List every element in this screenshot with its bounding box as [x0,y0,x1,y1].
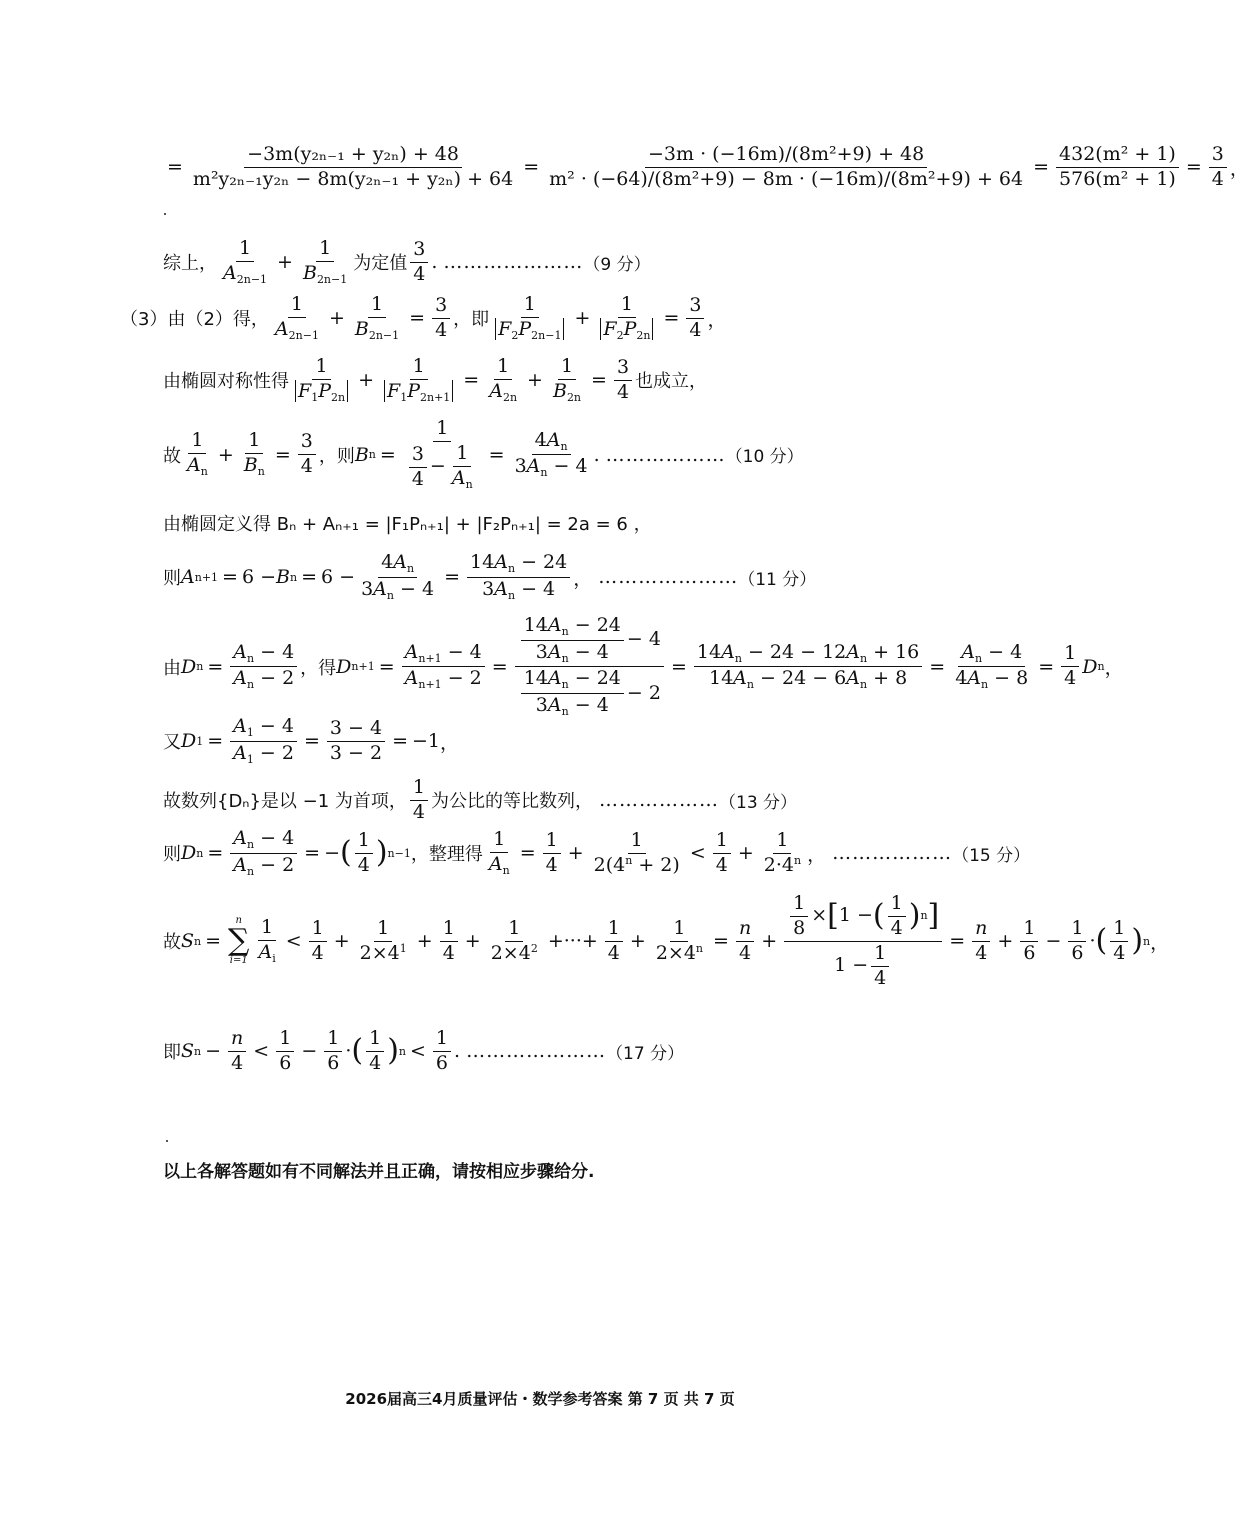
equation-line-1: = $\frac{\text{−3m(y₂ₙ₋₁ + y₂ₙ) + 48}}{\text{m²y₂ₙ₋₁y₂ₙ − 8m(y₂ₙ₋₁ + y₂ₙ) + 64}}$ = $\frac{\text{−3m · (−16m)/(8m²+9) + 48}}{\text{m² · (−64)/(8m²+9) − 8m · (−16m)/(8m²+9) + 64}}$ = $\frac{\text{432(m² + 1)}}{\text{576(m² + 1)}}$ = $\frac{3}{4}$ ， [167,143,1249,190]
equation-line-3: （3）由（2）得， $\frac{1}{A_{2n-1}}$ + $\frac{1}{B_{2n-1}}$ = $\frac{3}{4}$ ， 即 $\frac{1}{F_2P_{2n-1}}$ + $\frac{1}{F_2P_{2n}}$ = $\frac{3}{4}$ ， [120,293,727,342]
equation-line-4: 由椭圆对称性得 $\frac{1}{F_1P_{2n}}$ + $\frac{1}{F_1P_{2n+1}}$ = $\frac{1}{A_{2n}}$ + $\frac{1}{B_{2n}}$ = $\frac{3}{4}$ 也成立， [163,355,708,404]
equation-line-7: 则 A n+1 = 6 − B n = 6 − $\frac{4A_n}{3A_n - 4}$ = $\frac{14A_n - 24}{3A_n - 4}$ ， ………………… （11 分） [163,551,817,602]
score-mark: （11 分） [738,569,817,590]
equation-line-11: 则 D n = $\frac{A_n - 4}{A_n - 2}$ = − ( $\frac{1}{4}$ ) n−1 ，整理得 $\frac{1}{A_n}$ = $\frac{1}{4}$ + $\frac{1}{2(4^n + 2)}$ < $\frac{1}{4}$ + $\frac{1}{2\cdot 4^n}$ ， ……………… （15 分） [163,827,1031,878]
page-footer: 2026届高三4月质量评估・数学参考答案 第 7 页 共 7 页 [345,1390,735,1408]
equation-line-8: 由 D n = $\frac{A_n - 4}{A_n - 2}$ ，得 D n+1 = $\frac{A_{n+1} - 4}{A_{n+1} - 2}$ = $\frac{14A_n - 24}{3A_n - 4}$ − 4 $\frac{14A_n - 24}{3A_n - 4}$ − 2 = $\frac{14A_n - 24 - 12A_n + 16}{14A_n - 24 - 6A_n + 8}$ = $\frac{A_n - 4}{4A_n - 8}$ = $\frac{1}{4}$ D n ， [163,614,1124,718]
fraction: $\frac{\text{−3m · (−16m)/(8m²+9) + 48}}{\text{m² · (−64)/(8m²+9) − 8m · (−16m)/(8m²+9) + 64}}$ [549,143,1024,190]
scan-dot [164,213,166,215]
score-mark: （13 分） [719,792,798,813]
score-mark: （10 分） [725,447,804,468]
score-mark: （17 分） [606,1043,685,1064]
equation-line-13: 即 S n − $\frac{n}{4}$ < $\frac{1}{6}$ − $\frac{1}{6}$ · ( $\frac{1}{4}$ ) n < $\frac{1}{6}$ . ………………… （17 分） [163,1027,685,1074]
grading-note: 以上各解答题如有不同解法并且正确，请按相应步骤给分. [163,1162,595,1182]
equation-line-2: 综上， $\frac{1}{A_{2n-1}}$ + $\frac{1}{B_{2n-1}}$ 为定值 $\frac{3}{4}$ . ………………… （9 分） [163,237,651,286]
equation-line-9: 又 D 1 = $\frac{A_1 - 4}{A_1 - 2}$ = $\frac{3 - 4}{3 - 2}$ = −1 ， [163,715,460,766]
equation-line-10: 故数列{Dₙ}是以 −1 为首项， $\frac{1}{4}$ 为公比的等比数列， ……………… （13 分） [163,776,798,823]
equation-line-12: 故 S n = n ∑ i=1 $\frac{1}{A_i}$ < $\frac{1}{4}$ + $\frac{1}{2\times 4^1}$ + $\frac{1}{4}$ + $\frac{1}{2\times 4^2}$ +···+ $\frac{1}{4}$ + $\frac{1}{2\times 4^n}$ = $\frac{n}{4}$ + $\frac{1}{8}$ × [ 1 − ( $\frac{1}{4}$ ) n ] 1 − $\frac{1}{4}$ = $\frac{n}{4}$ + $\frac{1}{6}$ − $\frac{1}{6}$ · ( $\frac{1}{4}$ ) n ， [163,892,1170,989]
equation-line-6: 由椭圆定义得 Bₙ + Aₙ₊₁ = |F₁Pₙ₊₁| + |F₂Pₙ₊₁| = 2a = 6 ， [163,514,652,535]
score-mark: （15 分） [952,845,1031,866]
fraction: $\frac{\text{432(m² + 1)}}{\text{576(m² + 1)}}$ [1056,144,1179,191]
score-mark: （9 分） [583,254,651,275]
fraction: $\frac{\text{−3m(y₂ₙ₋₁ + y₂ₙ) + 48}}{\text{m²y₂ₙ₋₁y₂ₙ − 8m(y₂ₙ₋₁ + y₂ₙ) + 64}}$ [192,143,514,190]
equation-line-5: 故 $\frac{1}{A_n}$ + $\frac{1}{B_n}$ = $\frac{3}{4}$ ，则 B n = 1 $\frac{3}{4}$ − $\frac{1}{A_n}$ = $\frac{4A_n}{3A_n - 4}$ . ……………… （10 分） [163,417,804,491]
scan-dot [166,1140,168,1142]
